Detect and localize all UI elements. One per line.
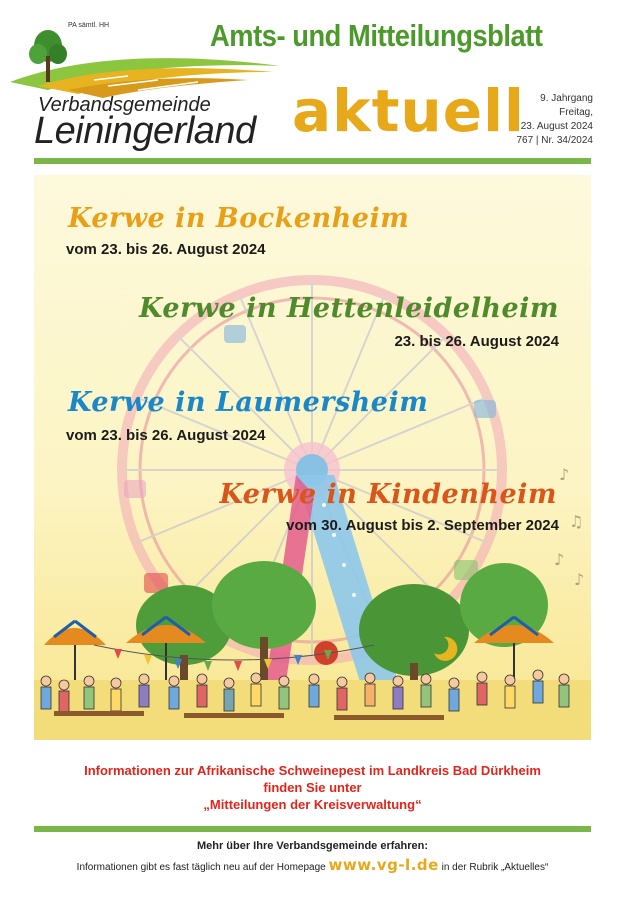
issue-jahrgang: 9. Jahrgang xyxy=(540,93,593,104)
event-title-bockenheim: Kerwe in Bockenheim xyxy=(68,203,410,234)
event-dates-bockenheim: vom 23. bis 26. August 2024 xyxy=(66,241,266,258)
footer-text-after: in der Rubrik „Aktuelles“ xyxy=(441,862,549,873)
event-dates-laumersheim: vom 23. bis 26. August 2024 xyxy=(66,427,266,444)
issue-date: 23. August 2024 xyxy=(520,121,593,132)
vg-name-line2: Leiningerland xyxy=(34,110,256,152)
header-divider xyxy=(34,158,591,164)
notice-line2: finden Sie unter xyxy=(263,780,362,795)
vg-name-line1: Verbandsgemeinde xyxy=(38,94,211,116)
issue-number: 767 | Nr. 34/2024 xyxy=(516,135,593,146)
svg-text:♪: ♪ xyxy=(559,465,570,484)
notice-line1: Informationen zur Afrikanische Schweinepest im Landkreis Bad Dürkheim xyxy=(84,763,541,778)
issue-weekday: Freitag, xyxy=(559,107,593,118)
postal-note: PA sämtl. HH xyxy=(68,22,110,29)
event-title-kindenheim: Kerwe in Kindenheim xyxy=(219,479,557,510)
asf-notice xyxy=(0,762,625,813)
masthead-title: Amts- und Mitteilungsblatt xyxy=(210,18,543,53)
footer-divider xyxy=(34,826,591,832)
event-title-hettenleidelheim: Kerwe in Hettenleidelheim xyxy=(139,293,559,324)
homepage-link[interactable]: www.vg-l.de xyxy=(328,856,439,874)
footer-text-before: Informationen gibt es fast täglich neu auf der Homepage xyxy=(76,862,326,873)
issue-info xyxy=(473,92,593,148)
kerwe-poster xyxy=(34,175,591,740)
masthead-aktuell: aktuell xyxy=(292,77,525,145)
event-dates-hettenleidelheim: 23. bis 26. August 2024 xyxy=(394,333,559,350)
footer-heading: Mehr über Ihre Verbandsgemeinde erfahren: xyxy=(196,840,429,852)
svg-text:♫: ♫ xyxy=(569,512,584,531)
svg-text:♪: ♪ xyxy=(574,570,585,589)
fairground-illustration xyxy=(34,175,591,740)
event-dates-kindenheim: vom 30. August bis 2. September 2024 xyxy=(286,517,559,534)
event-title-laumersheim: Kerwe in Laumersheim xyxy=(68,387,429,418)
notice-line3: „Mitteilungen der Kreisverwaltung“ xyxy=(203,797,422,812)
svg-text:♪: ♪ xyxy=(554,550,565,569)
footer-info xyxy=(0,856,625,874)
